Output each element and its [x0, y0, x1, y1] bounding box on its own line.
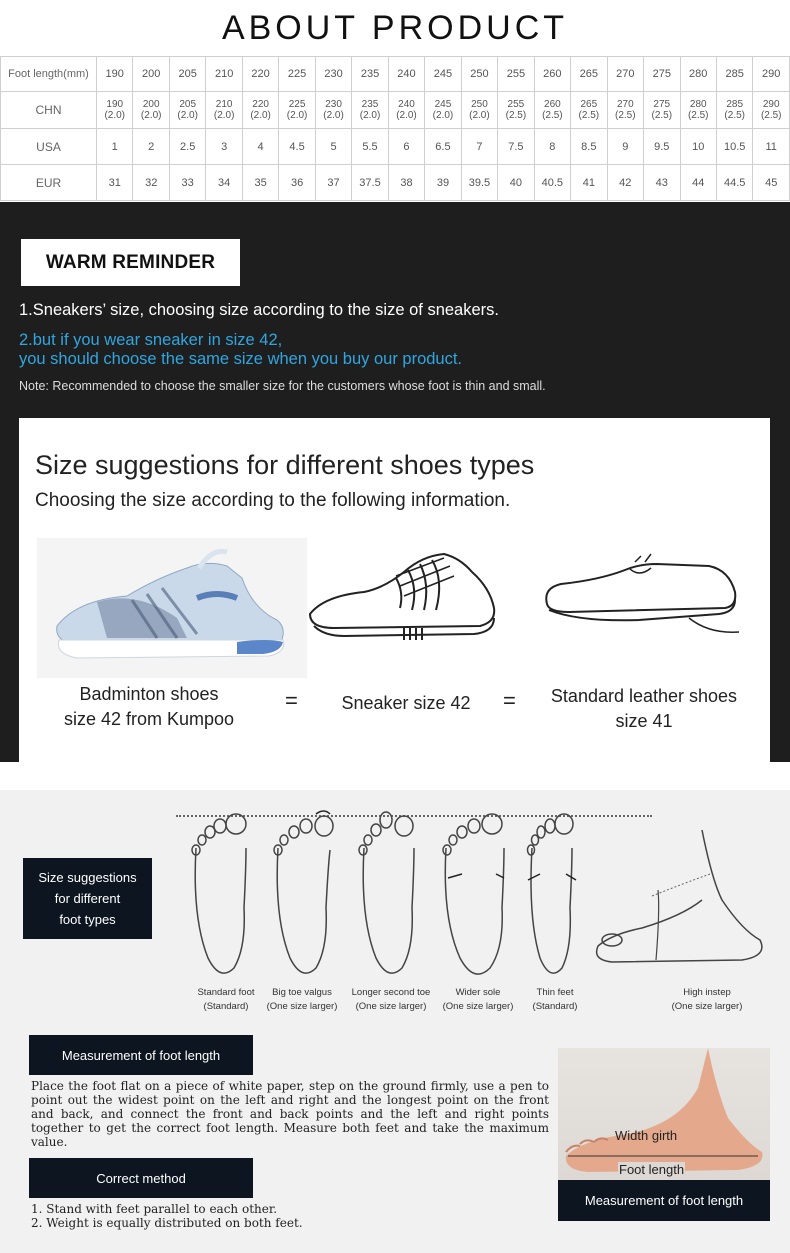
- size-cell: 255: [498, 57, 534, 92]
- about-product-header: [0, 0, 790, 56]
- page-title: ABOUT PRODUCT: [221, 8, 569, 47]
- size-cell: 10.5: [716, 129, 752, 165]
- size-cell: 5.5: [352, 129, 388, 165]
- foot-type-note: (Standard): [203, 1001, 249, 1012]
- correct-method-steps: [31, 1202, 303, 1230]
- foot-photo-drawing: [558, 1048, 770, 1180]
- size-cell: 8.5: [571, 129, 607, 165]
- reminder-tip-2-line2: you should choose the same size when you buy our product.: [19, 350, 463, 368]
- equals-sign-1: =: [285, 688, 298, 713]
- size-cell: 285: [716, 57, 752, 92]
- size-cell: 280: [680, 57, 716, 92]
- standard-foot-icon: [186, 808, 256, 983]
- foot-type-caption: [520, 986, 590, 1014]
- size-cell: 250: [461, 57, 497, 92]
- reminder-tip-1: 1.Sneakers’ size, choosing size according to the size of sneakers.: [19, 301, 499, 319]
- equals-sign-2: =: [503, 688, 516, 713]
- size-cell: 190 (2.0): [97, 92, 133, 129]
- foot-type-name: Longer second toe: [351, 987, 431, 998]
- longer-second-toe-foot-icon: [354, 808, 424, 983]
- size-cell: 42: [607, 165, 643, 201]
- size-cell: 245: [425, 57, 461, 92]
- size-cell: 10: [680, 129, 716, 165]
- size-cell: 240: [388, 57, 424, 92]
- row-header: USA: [1, 129, 97, 165]
- size-cell: 39.5: [461, 165, 497, 201]
- usa-row: [1, 129, 790, 165]
- size-cell: 39: [425, 165, 461, 201]
- foot-type-note: (Standard): [532, 1001, 578, 1012]
- size-cell: 245 (2.0): [425, 92, 461, 129]
- foot-types-section: [0, 790, 790, 1253]
- size-cell: 31: [97, 165, 133, 201]
- size-cell: 290: [753, 57, 790, 92]
- size-cell: 220: [242, 57, 278, 92]
- foot-measurement-photo: [558, 1048, 770, 1180]
- size-cell: 38: [388, 165, 424, 201]
- size-cell: 37: [315, 165, 351, 201]
- size-cell: 275: [644, 57, 680, 92]
- wider-sole-foot-icon: [440, 808, 510, 983]
- high-instep-foot-icon: [592, 830, 772, 970]
- foot-type-name: Standard foot: [197, 987, 255, 998]
- size-cell: 265 (2.5): [571, 92, 607, 129]
- size-cell: 205: [169, 57, 205, 92]
- size-cell: 260 (2.5): [534, 92, 570, 129]
- foot-type-caption: [262, 986, 342, 1014]
- size-cell: 3: [206, 129, 242, 165]
- size-cell: 280 (2.5): [680, 92, 716, 129]
- size-cell: 7.5: [498, 129, 534, 165]
- size-cell: 255 (2.5): [498, 92, 534, 129]
- size-cell: 5: [315, 129, 351, 165]
- foot-type-note: (One size larger): [266, 1001, 338, 1012]
- correct-method-step-2: 2. Weight is equally distributed on both feet.: [31, 1216, 303, 1230]
- photo-caption-badge: [558, 1180, 770, 1221]
- sneaker-outline-image: [304, 548, 504, 648]
- size-cell: 260: [534, 57, 570, 92]
- row-header: Foot length(mm): [1, 57, 97, 92]
- foot-type-name: Thin feet: [536, 987, 574, 998]
- thin-feet-foot-icon: [522, 808, 582, 983]
- size-cell: 225: [279, 57, 315, 92]
- size-cell: 250 (2.0): [461, 92, 497, 129]
- foot-type-name: High instep: [683, 987, 731, 998]
- size-cell: 37.5: [352, 165, 388, 201]
- badminton-shoes-label-line1: Badminton shoes: [79, 684, 219, 704]
- eur-row: [1, 165, 790, 201]
- size-cell: 205 (2.0): [169, 92, 205, 129]
- foot-types-badge-line3: foot types: [59, 912, 116, 927]
- size-cell: 35: [242, 165, 278, 201]
- correct-method-title: Correct method: [96, 1170, 186, 1186]
- leather-shoes-label-line1: Standard leather shoes: [550, 686, 738, 706]
- shoe-types-subtitle: Choosing the size according to the following information.: [35, 490, 511, 511]
- row-header: CHN: [1, 92, 97, 129]
- size-cell: 34: [206, 165, 242, 201]
- foot-type-caption: [438, 986, 518, 1014]
- size-cell: 1: [97, 129, 133, 165]
- reminder-tip-2-line1: 2.but if you wear sneaker in size 42,: [19, 331, 283, 349]
- size-cell: 225 (2.0): [279, 92, 315, 129]
- correct-method-step-1: 1. Stand with feet parallel to each other.: [31, 1202, 278, 1216]
- foot-type-name: Big toe valgus: [272, 987, 332, 998]
- size-cell: 200 (2.0): [133, 92, 169, 129]
- width-girth-label: Width girth: [615, 1128, 678, 1143]
- measurement-title: Measurement of foot length: [61, 1047, 221, 1063]
- foot-type-name: Wider sole: [455, 987, 501, 998]
- foot-types-badge: [23, 858, 152, 939]
- sneaker-size-label: Sneaker size 42: [341, 693, 471, 713]
- correct-method-badge: [29, 1158, 253, 1198]
- row-header: EUR: [1, 165, 97, 201]
- size-cell: 2: [133, 129, 169, 165]
- size-cell: 265: [571, 57, 607, 92]
- badminton-shoe-image: [37, 538, 307, 678]
- measurement-title-badge: [29, 1035, 253, 1075]
- foot-length-row: [1, 57, 790, 92]
- size-cell: 40.5: [534, 165, 570, 201]
- size-cell: 36: [279, 165, 315, 201]
- big-toe-valgus-foot-icon: [268, 808, 338, 983]
- size-cell: 6: [388, 129, 424, 165]
- size-chart-table: [0, 56, 790, 201]
- photo-caption: Measurement of foot length: [584, 1193, 744, 1208]
- size-cell: 4: [242, 129, 278, 165]
- size-cell: 235 (2.0): [352, 92, 388, 129]
- size-cell: 45: [753, 165, 790, 201]
- foot-types-badge-line2: for different: [54, 891, 121, 906]
- size-cell: 220 (2.0): [242, 92, 278, 129]
- size-cell: 275 (2.5): [644, 92, 680, 129]
- size-cell: 7: [461, 129, 497, 165]
- size-cell: 8: [534, 129, 570, 165]
- reminder-note: Note: Recommended to choose the smaller size for the customers whose foot is thin and small.: [19, 379, 546, 393]
- size-cell: 285 (2.5): [716, 92, 752, 129]
- foot-type-caption: [662, 986, 752, 1014]
- foot-type-note: (One size larger): [355, 1001, 427, 1012]
- size-cell: 270: [607, 57, 643, 92]
- size-cell: 43: [644, 165, 680, 201]
- size-cell: 210 (2.0): [206, 92, 242, 129]
- size-cell: 6.5: [425, 129, 461, 165]
- size-cell: 9: [607, 129, 643, 165]
- size-cell: 2.5: [169, 129, 205, 165]
- leather-shoes-label: [539, 684, 749, 734]
- size-cell: 44.5: [716, 165, 752, 201]
- foot-type-caption: [346, 986, 436, 1014]
- size-cell: 40: [498, 165, 534, 201]
- badminton-shoes-label-line2: size 42 from Kumpoo: [63, 709, 235, 729]
- size-cell: 210: [206, 57, 242, 92]
- shoe-types-title: Size suggestions for different shoes types: [35, 450, 535, 480]
- size-cell: 11: [753, 129, 790, 165]
- size-cell: 9.5: [644, 129, 680, 165]
- reminder-tip-2: [19, 331, 462, 369]
- size-cell: 230: [315, 57, 351, 92]
- warm-reminder-title: WARM REMINDER: [45, 251, 216, 273]
- size-cell: 33: [169, 165, 205, 201]
- leather-shoe-outline-image: [539, 548, 744, 638]
- size-cell: 235: [352, 57, 388, 92]
- foot-type-note: (One size larger): [671, 1001, 743, 1012]
- size-cell: 200: [133, 57, 169, 92]
- chn-row: [1, 92, 790, 129]
- foot-types-badge-line1: Size suggestions: [38, 870, 137, 885]
- measurement-instructions: Place the foot flat on a piece of white paper, step on the ground firmly, use a pen to point out the widest point on the left and right and the longest point on the front and back, and connect the front and back points and the left and right points together to get the correct foot length. Measure both feet and take the maximum value.: [31, 1079, 549, 1149]
- shoe-types-card: [19, 418, 770, 762]
- warm-reminder-section: [0, 202, 790, 762]
- foot-length-label: Foot length: [619, 1162, 685, 1177]
- size-cell: 4.5: [279, 129, 315, 165]
- size-cell: 270 (2.5): [607, 92, 643, 129]
- size-cell: 230 (2.0): [315, 92, 351, 129]
- foot-type-note: (One size larger): [442, 1001, 514, 1012]
- size-cell: 41: [571, 165, 607, 201]
- size-cell: 240 (2.0): [388, 92, 424, 129]
- size-cell: 44: [680, 165, 716, 201]
- leather-shoes-label-line2: size 41: [615, 711, 673, 731]
- size-cell: 190: [97, 57, 133, 92]
- size-cell: 290 (2.5): [753, 92, 790, 129]
- badminton-shoes-label: [49, 682, 249, 732]
- size-cell: 32: [133, 165, 169, 201]
- foot-type-caption: [186, 986, 266, 1014]
- warm-reminder-badge: [21, 239, 240, 286]
